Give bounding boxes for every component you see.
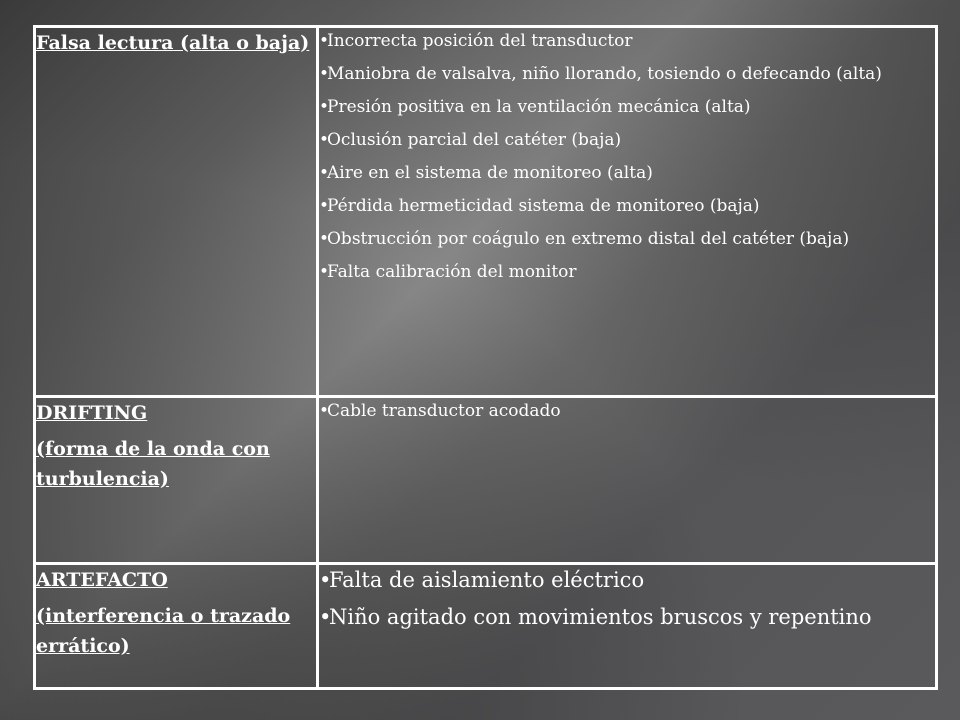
list-item	[319, 28, 935, 54]
cause-text: Falta calibración del monitor	[327, 262, 577, 282]
list-item	[319, 160, 935, 186]
term-label: ARTEFACTO	[36, 569, 168, 591]
term-description: (interferencia o trazado errático)	[36, 605, 291, 657]
list-item	[319, 259, 935, 285]
bullet-icon: •	[319, 401, 330, 421]
cause-text: Oclusión parcial del catéter (baja)	[327, 130, 622, 150]
bullet-icon: •	[319, 229, 330, 249]
cause-text: Presión positiva en la ventilación mecánica (alta)	[327, 97, 751, 117]
term-cell	[35, 564, 318, 689]
causes-list	[319, 398, 935, 424]
list-item	[319, 565, 935, 596]
causes-cell	[318, 397, 937, 564]
list-item	[319, 602, 935, 633]
causes-list	[319, 28, 935, 285]
table-row	[35, 397, 937, 564]
term-cell	[35, 27, 318, 397]
bullet-icon: •	[319, 64, 330, 84]
cause-text: Aire en el sistema de monitoreo (alta)	[327, 163, 653, 183]
bullet-icon: •	[319, 568, 332, 592]
list-item	[319, 226, 935, 252]
bullet-icon: •	[319, 31, 330, 51]
cause-text: Pérdida hermeticidad sistema de monitoreo (baja)	[327, 196, 760, 216]
list-item	[319, 94, 935, 120]
term-cell	[35, 397, 318, 564]
term-label: Falsa lectura (alta o baja)	[36, 32, 310, 54]
causes-cell	[318, 564, 937, 689]
bullet-icon: •	[319, 163, 330, 183]
cause-text: Falta de aislamiento eléctrico	[329, 568, 645, 592]
cause-text: Maniobra de valsalva, niño llorando, tosiendo o defecando (alta)	[327, 64, 882, 84]
list-item	[319, 398, 935, 424]
term-label: DRIFTING	[36, 402, 148, 424]
list-item	[319, 193, 935, 219]
bullet-icon: •	[319, 130, 330, 150]
cause-text: Niño agitado con movimientos bruscos y repentino	[329, 605, 872, 629]
cause-text: Cable transductor acodado	[327, 401, 561, 421]
bullet-icon: •	[319, 196, 330, 216]
table-row	[35, 564, 937, 689]
bullet-icon: •	[319, 262, 330, 282]
bullet-icon: •	[319, 605, 332, 629]
cause-text: Incorrecta posición del transductor	[327, 31, 633, 51]
cause-text: Obstrucción por coágulo en extremo distal del catéter (baja)	[327, 229, 850, 249]
causes-cell	[318, 27, 937, 397]
monitoring-errors-table	[33, 25, 938, 690]
bullet-icon: •	[319, 97, 330, 117]
causes-list	[319, 565, 935, 633]
list-item	[319, 127, 935, 153]
table-row	[35, 27, 937, 397]
list-item	[319, 61, 935, 87]
term-description: (forma de la onda con turbulencia)	[36, 438, 270, 490]
